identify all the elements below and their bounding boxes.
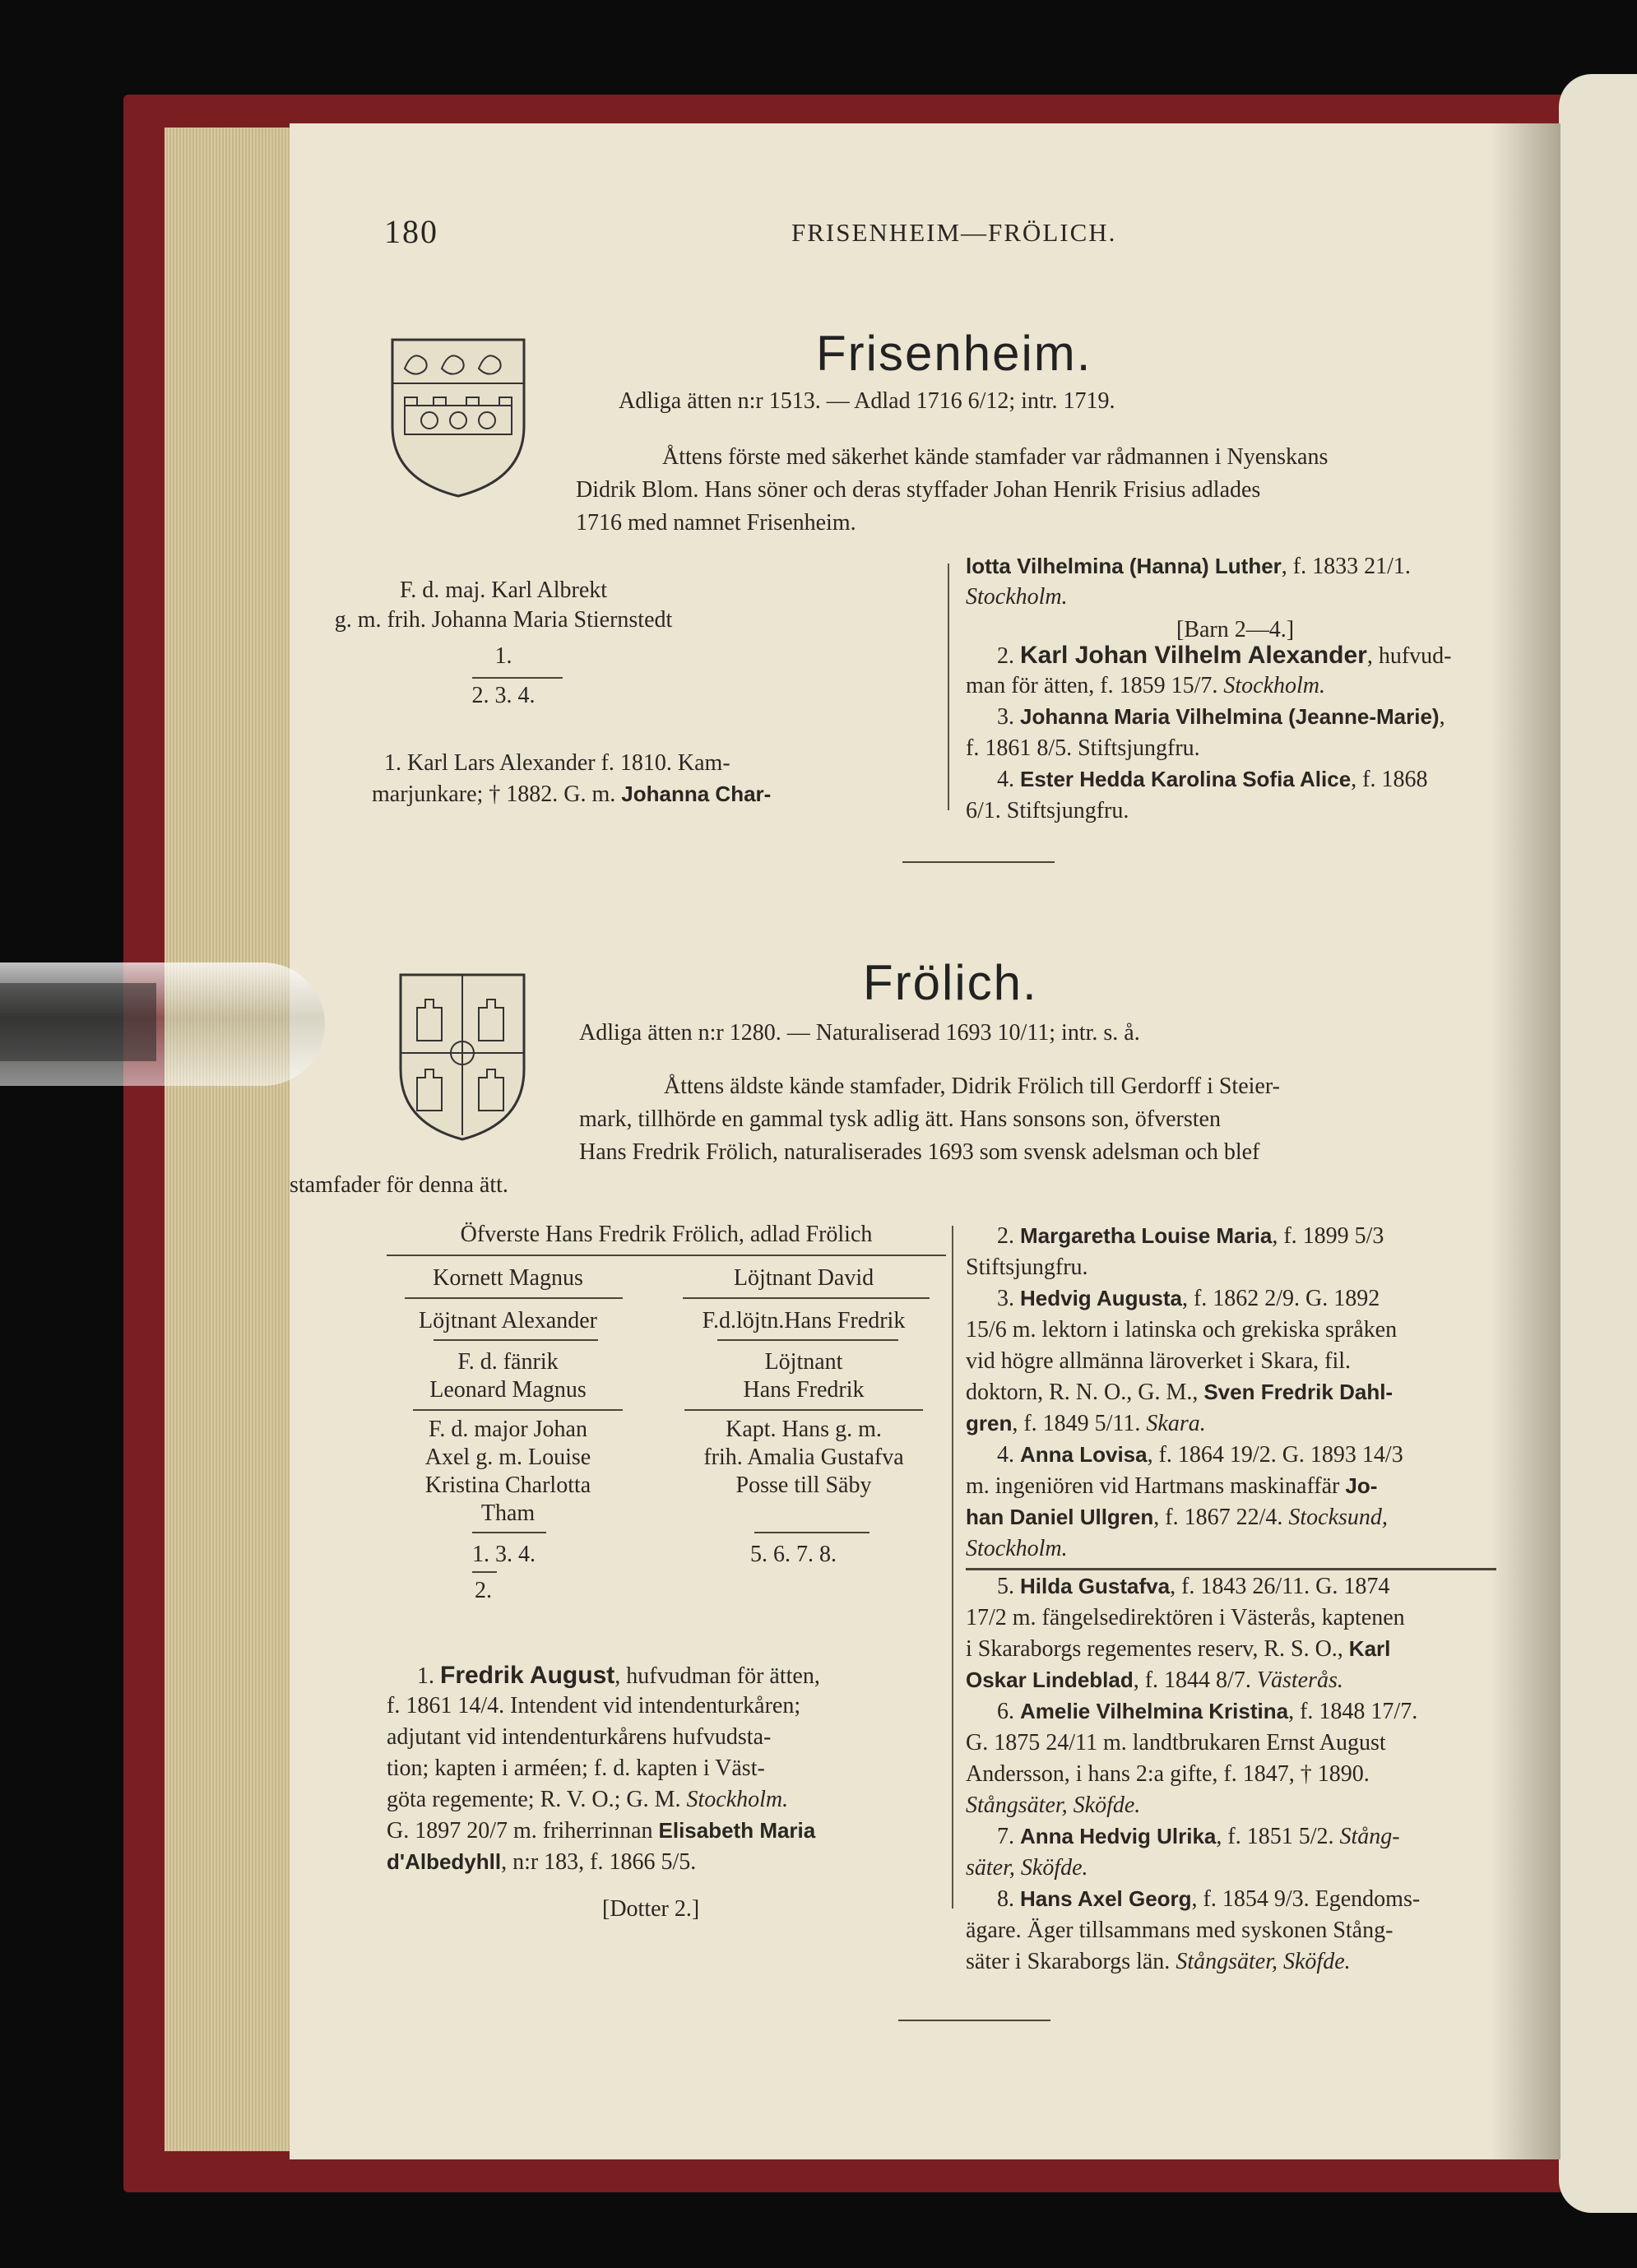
frolich-entry-3: 3. Hedvig Augusta, f. 1862 2/9. G. 1892	[997, 1286, 1380, 1311]
branch-divider	[966, 1568, 1496, 1570]
tree-brace	[405, 1297, 623, 1299]
frolich-tree-lojtnant-david: Löjtnant David	[733, 1265, 874, 1291]
frolich-entry-3-line-5: gren, f. 1849 5/11. Skara.	[966, 1411, 1206, 1436]
frisenheim-entry-2: 2. Karl Johan Vilhelm Alexander, hufvud-	[997, 642, 1452, 669]
frolich-entry-3-line-4: doktorn, R. N. O., G. M., Sven Fredrik Dahl-	[966, 1380, 1394, 1405]
tree-brace	[683, 1297, 930, 1299]
frolich-entry-4-line-3: han Daniel Ullgren, f. 1867 22/4. Stocksund,	[966, 1505, 1388, 1530]
frolich-intro-line-3: Hans Fredrik Frölich, naturaliserades 1693 som svensk adelsman och blef	[579, 1139, 1260, 1165]
frolich-entry-5-line-2: 17/2 m. fängelsedirektören i Västerås, kaptenen	[966, 1605, 1405, 1630]
frolich-entry-5: 5. Hilda Gustafva, f. 1843 26/11. G. 1874	[997, 1574, 1390, 1599]
frisenheim-tree-root: F. d. maj. Karl Albrekt	[399, 577, 608, 603]
frisenheim-entry-2-line-2: man för ätten, f. 1859 15/7. Stockholm.	[966, 673, 1326, 698]
frolich-entry-1-line-5: göta regemente; R. V. O.; G. M. Stockholm.	[387, 1787, 789, 1812]
frolich-entry-1-line-7: d'Albedyhll, n:r 183, f. 1866 5/5.	[387, 1849, 697, 1875]
frolich-tree-kapt-hans-3: Posse till Säby	[735, 1473, 872, 1498]
frolich-entry-8-line-3: säter i Skaraborgs län. Stångsäter, Sköfde.	[966, 1949, 1351, 1974]
tree-brace	[717, 1339, 898, 1341]
frolich-tree-root: Öfverste Hans Fredrik Frölich, adlad Frölich	[460, 1222, 873, 1247]
frolich-tree-johan-axel-1: F. d. major Johan	[429, 1417, 587, 1442]
frolich-entry-3-line-2: 15/6 m. lektorn i latinska och grekiska språken	[966, 1317, 1398, 1343]
frolich-coat-of-arms	[396, 971, 528, 1143]
frisenheim-subtitle: Adliga ätten n:r 1513. — Adlad 1716 6/12; intr. 1719.	[619, 388, 1115, 414]
tree-brace	[472, 1571, 497, 1573]
frisenheim-entry-3: 3. Johanna Maria Vilhelmina (Jeanne-Marie),	[997, 704, 1445, 730]
frisenheim-intro-line-3: 1716 med namnet Frisenheim.	[576, 510, 856, 536]
frolich-entry-7: 7. Anna Hedvig Ulrika, f. 1851 5/2. Stång-	[997, 1824, 1400, 1849]
frolich-entry-6-line-2: G. 1875 24/11 m. landtbrukaren Ernst August	[966, 1730, 1386, 1755]
frolich-entry-6: 6. Amelie Vilhelmina Kristina, f. 1848 17/7.	[997, 1699, 1418, 1724]
frolich-entry-8: 8. Hans Axel Georg, f. 1854 9/3. Egendoms-	[997, 1886, 1421, 1912]
frisenheim-coat-of-arms	[388, 336, 528, 500]
end-divider	[898, 2020, 1050, 2021]
frisenheim-entry-3-line-2: f. 1861 8/5. Stiftsjungfru.	[966, 735, 1200, 761]
frolich-subtitle: Adliga ätten n:r 1280. — Naturaliserad 1693 10/11; intr. s. å.	[579, 1020, 1140, 1046]
frisenheim-entry-4-line-2: 6/1. Stiftsjungfru.	[966, 798, 1129, 823]
frisenheim-title: Frisenheim.	[816, 326, 1092, 381]
frolich-entry-3-line-3: vid högre allmänna läroverket i Skara, fil.	[966, 1348, 1352, 1374]
frisenheim-tree-child-1: 1.	[494, 643, 512, 669]
frisenheim-place: Stockholm.	[966, 584, 1068, 610]
frolich-dotter: [Dotter 2.]	[602, 1896, 700, 1922]
frolich-entry-1-line-6: G. 1897 20/7 m. friherrinnan Elisabeth Maria	[387, 1818, 816, 1844]
column-divider	[948, 564, 949, 810]
page-edges	[165, 128, 296, 2151]
frolich-entry-2: 2. Margaretha Louise Maria, f. 1899 5/3	[997, 1223, 1384, 1249]
frolich-entry-1-line-4: tion; kapten i arméen; f. d. kapten i Väst-	[387, 1755, 765, 1781]
book-page	[290, 123, 1560, 2159]
frisenheim-entry-1-line-2: marjunkare; † 1882. G. m. Johanna Char-	[372, 782, 772, 807]
tree-brace	[434, 1339, 598, 1341]
frolich-entry-4-line-2: m. ingeniören vid Hartmans maskinaffär Jo-	[966, 1473, 1378, 1499]
column-divider	[952, 1226, 953, 1909]
frolich-tree-children-right: 5. 6. 7. 8.	[750, 1542, 837, 1567]
frolich-entry-4: 4. Anna Lovisa, f. 1864 19/2. G. 1893 14/3	[997, 1442, 1403, 1468]
frolich-entry-6-line-4: Stångsäter, Sköfde.	[966, 1793, 1141, 1818]
frolich-tree-children-left: 1. 3. 4.	[472, 1542, 536, 1567]
frisenheim-entry-4: 4. Ester Hedda Karolina Sofia Alice, f. 1868	[997, 767, 1428, 792]
frisenheim-intro-line-2: Didrik Blom. Hans söner och deras styffader Johan Henrik Frisius adlades	[576, 477, 1261, 503]
frisenheim-entry-1-cont: lotta Vilhelmina (Hanna) Luther, f. 1833 21/1.	[966, 554, 1411, 579]
frolich-tree-kapt-hans-1: Kapt. Hans g. m.	[726, 1417, 882, 1442]
frolich-entry-1-line-3: adjutant vid intendenturkårens hufvudsta-	[387, 1724, 772, 1750]
facing-page	[1559, 74, 1637, 2213]
frisenheim-entry-1-line-1: 1. Karl Lars Alexander f. 1810. Kam-	[384, 750, 730, 776]
frolich-title: Frölich.	[863, 955, 1038, 1010]
frolich-intro-line-4: stamfader för denna ätt.	[290, 1172, 508, 1198]
tree-brace	[387, 1255, 946, 1256]
frolich-tree-lojtnant-alexander: Löjtnant Alexander	[419, 1308, 597, 1333]
gutter-shadow	[1491, 123, 1560, 2159]
frolich-tree-hans-fredrik: F.d.löjtn.Hans Fredrik	[702, 1308, 906, 1333]
frolich-tree-kapt-hans-2: frih. Amalia Gustafva	[703, 1445, 904, 1470]
frisenheim-intro-line-1: Åttens förste med säkerhet kände stamfader var rådmannen i Nyenskans	[662, 444, 1329, 470]
frolich-tree-kornett-magnus: Kornett Magnus	[433, 1265, 583, 1291]
frolich-entry-7-line-2: säter, Sköfde.	[966, 1855, 1088, 1881]
frolich-tree-leonard-magnus: Leonard Magnus	[429, 1377, 587, 1403]
section-divider	[902, 861, 1055, 863]
frolich-entry-2-line-2: Stiftsjungfru.	[966, 1255, 1088, 1280]
frolich-entry-5-line-3: i Skaraborgs regementes reserv, R. S. O., Karl	[966, 1636, 1391, 1662]
frolich-entry-1: 1. Fredrik August, hufvudman för ätten,	[417, 1662, 820, 1689]
page-number: 180	[384, 213, 438, 250]
frolich-tree-hans-fredrik-2: Hans Fredrik	[743, 1377, 865, 1403]
frolich-tree-fanrik: F. d. fänrik	[457, 1349, 559, 1375]
frolich-entry-8-line-2: ägare. Äger tillsammans med syskonen Stång-	[966, 1918, 1394, 1943]
frolich-entry-6-line-3: Andersson, i hans 2:a gifte, f. 1847, † 1890.	[966, 1761, 1370, 1787]
frolich-tree-child-2: 2.	[475, 1578, 492, 1603]
frolich-intro-line-1: Åttens äldste kände stamfader, Didrik Frölich till Gerdorff i Steier-	[664, 1074, 1280, 1099]
running-title: FRISENHEIM—FRÖLICH.	[791, 218, 1117, 247]
frolich-entry-5-line-4: Oskar Lindeblad, f. 1844 8/7. Västerås.	[966, 1667, 1343, 1693]
tree-brace	[472, 677, 563, 679]
frisenheim-tree-children: 2. 3. 4.	[471, 683, 536, 708]
frolich-entry-4-line-4: Stockholm.	[966, 1536, 1068, 1561]
frisenheim-barn: [Barn 2—4.]	[1176, 617, 1295, 642]
frolich-tree-johan-axel-4: Tham	[480, 1500, 536, 1526]
tree-brace	[754, 1532, 870, 1533]
tree-brace	[684, 1409, 923, 1411]
frolich-tree-johan-axel-2: Axel g. m. Louise	[424, 1445, 591, 1470]
tree-brace	[472, 1532, 546, 1533]
glass-page-weight-shadow	[0, 983, 156, 1061]
frolich-entry-1-line-2: f. 1861 14/4. Intendent vid intendenturkåren;	[387, 1693, 801, 1718]
frisenheim-tree-spouse: g. m. frih. Johanna Maria Stiernstedt	[334, 607, 673, 633]
frolich-tree-lojtnant: Löjtnant	[764, 1349, 843, 1375]
tree-brace	[413, 1409, 623, 1411]
frolich-tree-johan-axel-3: Kristina Charlotta	[424, 1473, 591, 1498]
frolich-intro-line-2: mark, tillhörde en gammal tysk adlig ätt. Hans sonsons son, öfversten	[579, 1106, 1221, 1132]
